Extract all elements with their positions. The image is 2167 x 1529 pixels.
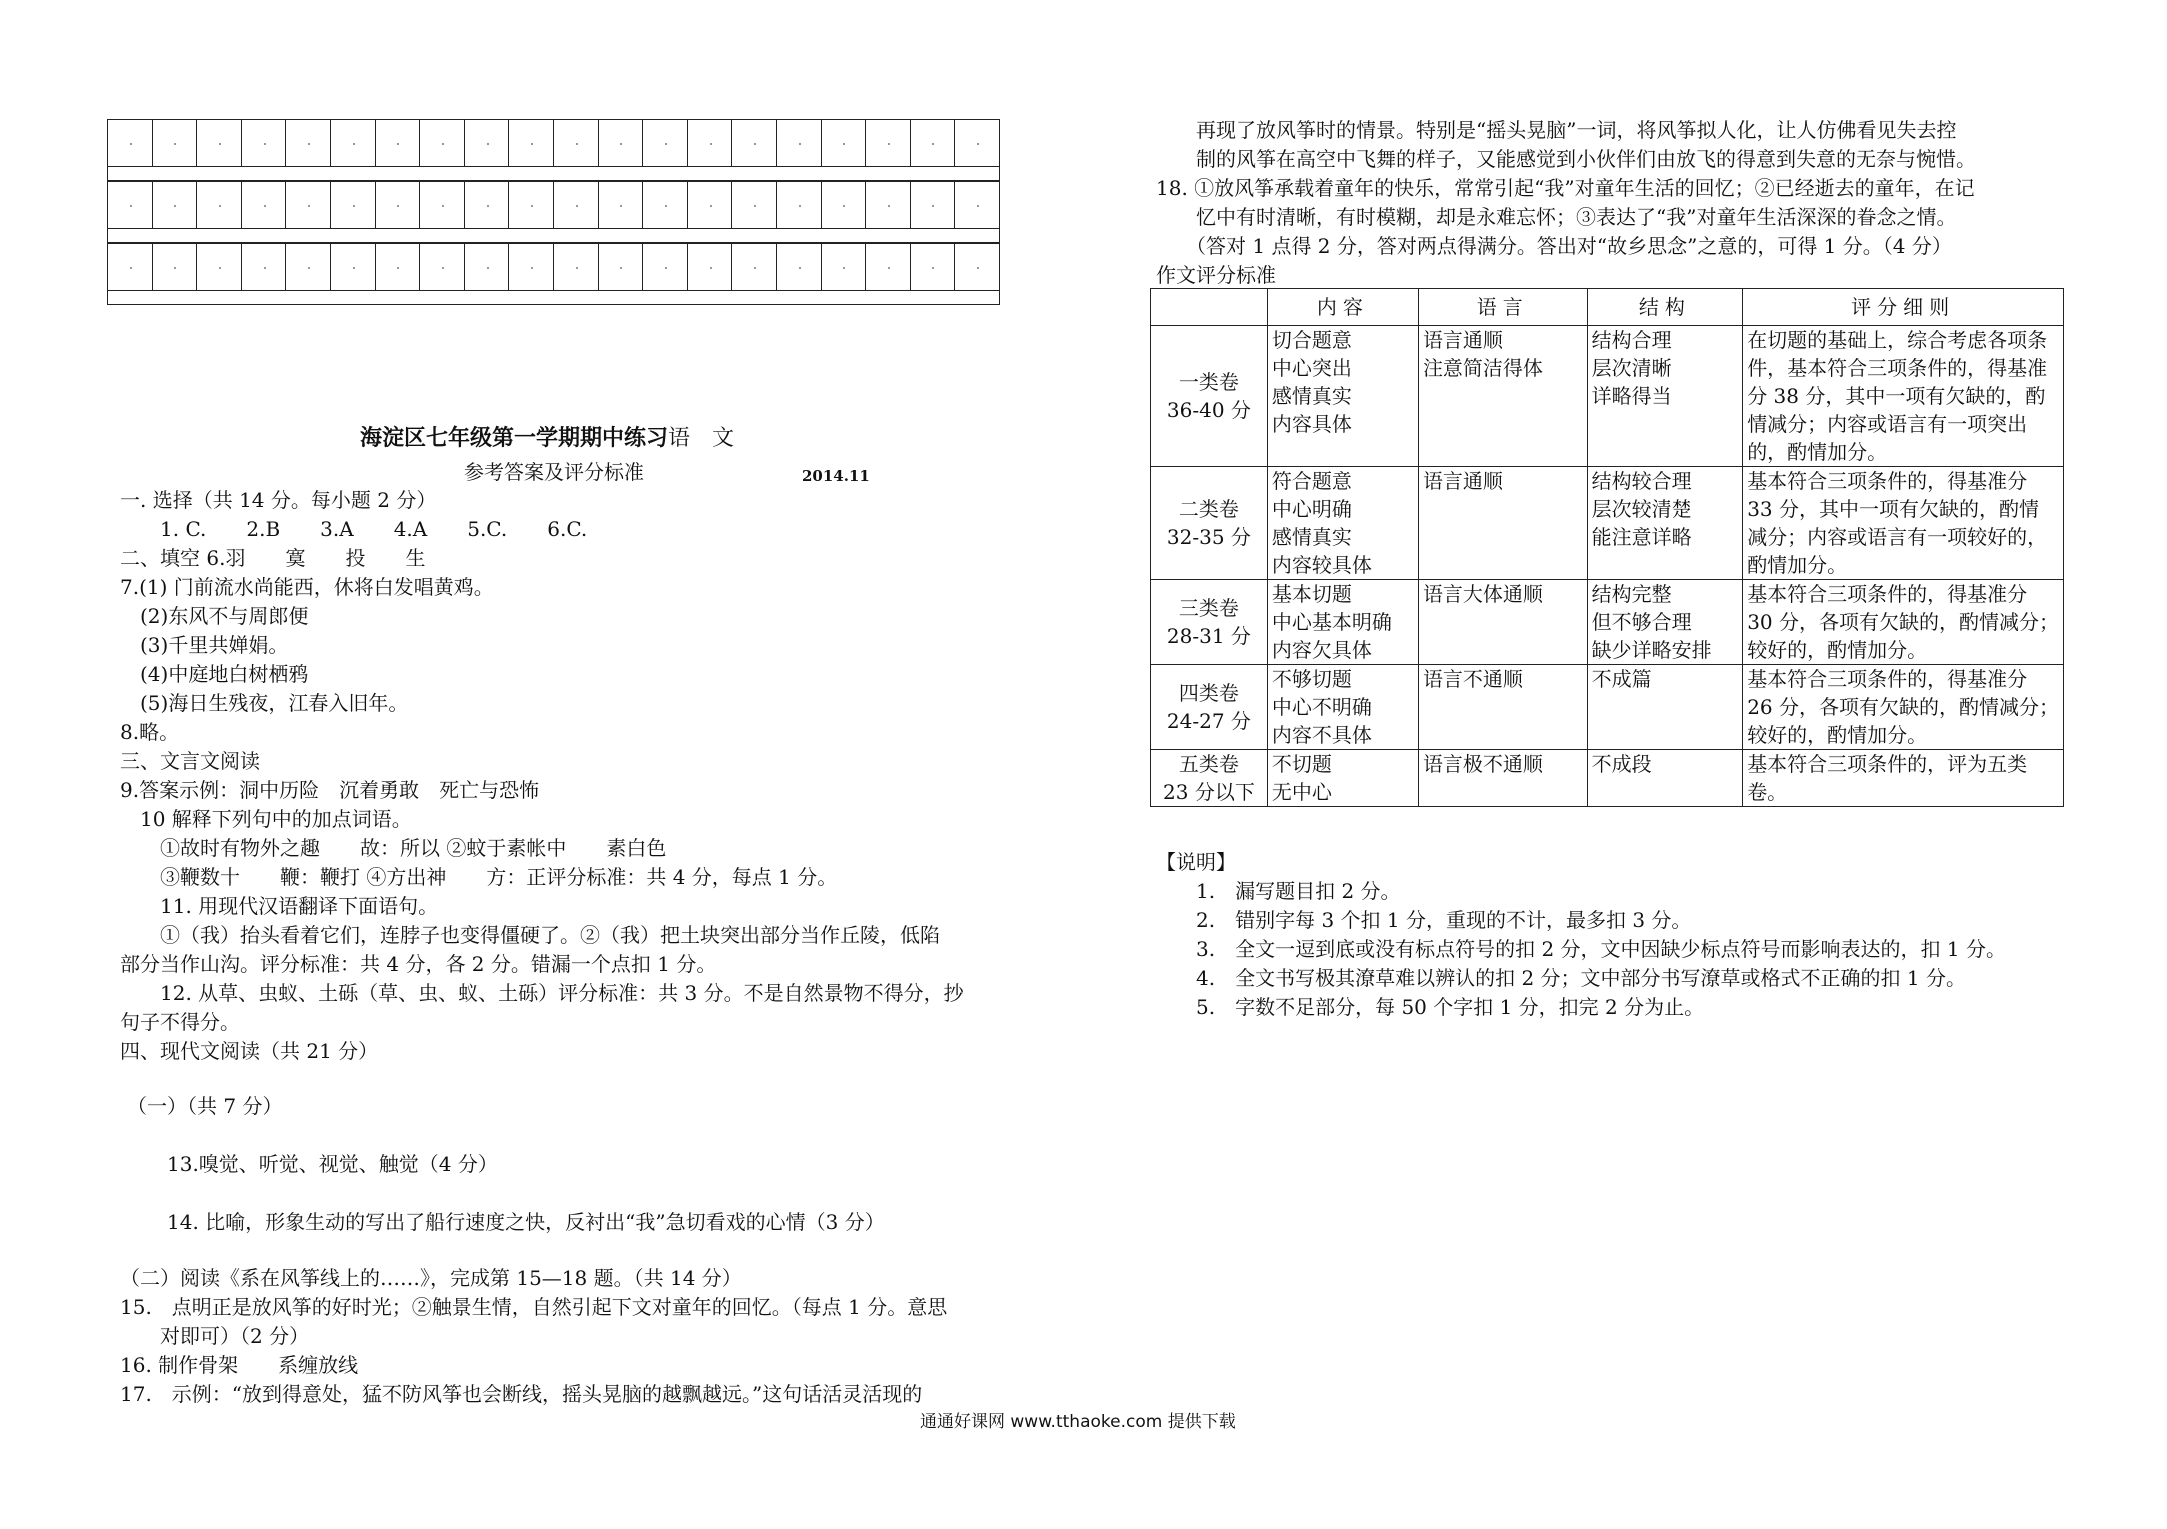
grid-cell[interactable] [331,182,376,228]
grid-cell[interactable] [376,182,421,228]
grid-cell[interactable] [643,182,688,228]
answer-line: 句子不得分。 [120,1010,240,1034]
rubric-cell-line: 结构完整 [1591,582,1672,606]
rubric-header-detail: 评分细则 [1743,289,2064,326]
rubric-cell-line: 中心不明确 [1271,695,1372,719]
note-item: 4. 全文书写极其潦草难以辨认的扣 2 分；文中部分书写潦草或格式不正确的扣 1 分。 [1156,966,1966,990]
rubric-cell-detail [1743,326,2064,467]
rubric-cell-language [1418,580,1587,665]
grid-cell[interactable] [822,244,867,290]
answer-line: 对即可）（2 分） [120,1324,310,1348]
grid-cell[interactable] [465,120,510,166]
rubric-cell-line: 不够切题 [1271,667,1352,691]
rubric-cell-line: 酌情加分。 [1747,553,1848,577]
rubric-cell-line: 二类卷 [1178,497,1239,521]
rubric-cell-line: 中心突出 [1271,356,1352,380]
grid-cell[interactable] [599,182,644,228]
rubric-cell-line: 基本符合三项条件的，得基准分 [1747,667,2028,691]
rubric-cell-line: 内容欠具体 [1271,638,1372,662]
rubric-header-content: 内容 [1267,289,1418,326]
note-item: 3. 全文一逗到底或没有标点符号的扣 2 分，文中因缺少标点符号而影响表达的，扣 1 分。 [1156,937,2006,961]
rubric-cell-line: 符合题意 [1271,469,1352,493]
footer-credit: 通通好课网 www.tthaoke.com 提供下载 [920,1412,1236,1432]
grid-cell[interactable] [376,120,421,166]
answer-line: 忆中有时清晰，有时模糊，却是永难忘怀；③表达了“我”对童年生活深深的眷念之情。 [1156,205,1957,229]
answer-line: 三、文言文阅读 [120,749,260,773]
answer-line: 制的风筝在高空中飞舞的样子，又能感觉到小伙伴们由放飞的得意到失意的无奈与惋惜。 [1156,147,1976,171]
answer-line: 一. 选择（共 14 分。每小题 2 分） [120,488,437,512]
rubric-cell-line: 五类卷 [1178,752,1239,776]
rubric-cell-line: 较好的，酌情加分。 [1747,638,1928,662]
grid-cell[interactable] [732,244,777,290]
grid-cell[interactable] [153,120,198,166]
rubric-cell-line: 28-31 分 [1166,624,1251,648]
page-subtitle: 参考答案及评分标准 [464,460,644,484]
grid-cell[interactable] [331,244,376,290]
rubric-cell-line: 感情真实 [1271,384,1352,408]
grid-cell[interactable] [866,120,911,166]
grid-cell[interactable] [688,182,733,228]
grid-cell[interactable] [465,182,510,228]
rubric-cell-content [1267,580,1418,665]
grid-cell[interactable] [777,182,822,228]
rubric-cell-line: 详略得当 [1591,384,1672,408]
answer-line: 10 解释下列句中的加点词语。 [120,807,412,831]
answer-line: 14. 比喻，形象生动的写出了船行速度之快，反衬出“我”急切看戏的心情（3 分） [127,1210,885,1234]
rubric-cell-language [1418,467,1587,580]
answer-line: 9.答案示例：洞中历险 沉着勇敢 死亡与恐怖 [120,778,540,802]
grid-cell[interactable] [153,244,198,290]
answer-line: ①故时有物外之趣 故：所以 ②蚊于素帐中 素白色 [120,836,667,860]
answer-line: (2)东风不与周郎便 [120,604,309,628]
rubric-cell-line: 语言不通顺 [1422,667,1523,691]
rubric-cell-line: 结构较合理 [1591,469,1692,493]
grid-cell[interactable] [688,120,733,166]
grid-cell[interactable] [911,120,956,166]
rubric-cell-line: 层次清晰 [1591,356,1672,380]
grid-row [107,119,1000,167]
grid-cell[interactable] [197,244,242,290]
rubric-row [1151,580,2064,665]
rubric-cell-grade [1151,665,1268,750]
rubric-cell-line: 内容不具体 [1271,723,1372,747]
rubric-cell-line: 注意简洁得体 [1422,356,1543,380]
rubric-row [1151,750,2064,807]
grid-cell[interactable] [554,182,599,228]
grid-cell[interactable] [509,182,554,228]
rubric-cell-line: 层次较清楚 [1591,497,1692,521]
grid-cell[interactable] [509,120,554,166]
answer-line: 部分当作山沟。评分标准：共 4 分，各 2 分。错漏一个点扣 1 分。 [120,952,717,976]
rubric-cell-line: 不成段 [1591,752,1652,776]
rubric-cell-structure [1587,580,1743,665]
grid-cell[interactable] [108,244,153,290]
grid-gap [107,229,1000,243]
rubric-cell-line: 基本符合三项条件的，得基准分 [1747,582,2028,606]
rubric-cell-structure [1587,467,1743,580]
rubric-cell-line: 内容具体 [1271,412,1352,436]
rubric-cell-line: 情减分；内容或语言有一项突出 [1747,412,2028,436]
left-answers-reading-2 [120,1264,1040,1409]
answer-line: （答对 1 点得 2 分，答对两点得满分。答出对“故乡思念”之意的，可得 1 分。（4 分） [1156,234,1952,258]
rubric-cell-line: 33 分，其中一项有欠缺的，酌情 [1747,497,2039,521]
grid-cell[interactable] [911,182,956,228]
answer-line: 作文评分标准 [1156,263,1276,287]
grid-cell[interactable] [242,120,287,166]
grid-cell[interactable] [643,244,688,290]
answer-line: 15. 点明正是放风筝的好时光；②触景生情，自然引起下文对童年的回忆。（每点 1 分。意思 [120,1295,948,1319]
rubric-cell-structure [1587,750,1743,807]
grid-cell[interactable] [955,120,999,166]
answer-line: 16. 制作骨架 系缠放线 [120,1353,359,1377]
rubric-cell-line: 基本符合三项条件的，得基准分 [1747,469,2028,493]
rubric-cell-line: 一类卷 [1178,370,1239,394]
grid-cell[interactable] [688,244,733,290]
rubric-cell-line: 三类卷 [1178,596,1239,620]
answer-line: 再现了放风筝时的情景。特别是“摇头晃脑”一词，将风筝拟人化，让人仿佛看见失去控 [1156,118,1957,142]
answer-line: ①（我）抬头看着它们，连脖子也变得僵硬了。②（我）把土块突出部分当作丘陵，低陷 [120,923,940,947]
answer-line: 四、现代文阅读（共 21 分） [120,1039,379,1063]
grid-cell[interactable] [866,182,911,228]
answer-line: (3)千里共婵娟。 [120,633,289,657]
rubric-cell-line: 件，基本符合三项条件的，得基准 [1747,356,2048,380]
rubric-cell-line: 中心明确 [1271,497,1352,521]
grid-gap [107,291,1000,305]
right-answers [1156,116,2086,290]
grid-cell[interactable] [866,244,911,290]
answer-line: （一）（共 7 分） [127,1094,283,1118]
rubric-cell-line: 24-27 分 [1166,709,1251,733]
grid-cell[interactable] [465,244,510,290]
grid-cell[interactable] [286,120,331,166]
answer-line: 17. 示例：“放到得意处，猛不防风筝也会断线，摇头晃脑的越飘越远。”这句话活灵活现的 [120,1382,923,1406]
answer-line: ③鞭数十 鞭：鞭打 ④方出神 方：正评分标准：共 4 分，每点 1 分。 [120,865,838,889]
note-item: 5. 字数不足部分，每 50 个字扣 1 分，扣完 2 分为止。 [1156,995,1705,1019]
rubric-cell-line: 23 分以下 [1163,780,1255,804]
rubric-cell-line: 分 38 分，其中一项有欠缺的，酌 [1747,384,2046,408]
grid-cell[interactable] [242,182,287,228]
rubric-cell-line: 基本符合三项条件的，评为五类 [1747,752,2028,776]
rubric-cell-detail [1743,750,2064,807]
grid-cell[interactable] [777,120,822,166]
rubric-cell-line: 在切题的基础上，综合考虑各项条 [1747,328,2048,352]
rubric-cell-line: 语言极不通顺 [1422,752,1543,776]
answer-line: 二、填空 6.羽 寞 投 生 [120,546,426,570]
note-item: 1. 漏写题目扣 2 分。 [1156,879,1401,903]
grid-cell[interactable] [955,244,999,290]
rubric-cell-detail [1743,580,2064,665]
rubric-cell-line: 缺少详略安排 [1591,638,1712,662]
rubric-cell-line: 的，酌情加分。 [1747,440,1888,464]
grid-cell[interactable] [554,120,599,166]
grid-cell[interactable] [286,182,331,228]
grid-cell[interactable] [420,244,465,290]
rubric-cell-line: 26 分，各项有欠缺的，酌情减分； [1747,695,2059,719]
grid-cell[interactable] [732,182,777,228]
rubric-row [1151,326,2064,467]
page-title: 海淀区七年级第一学期期中练习语 文 [360,425,735,451]
grid-cell[interactable] [732,120,777,166]
rubric-cell-content [1267,665,1418,750]
answer-line: 7.(1) 门前流水尚能西，休将白发唱黄鸡。 [120,575,494,599]
rubric-cell-line: 不成篇 [1591,667,1652,691]
rubric-cell-language [1418,326,1587,467]
rubric-cell-line: 语言通顺 [1422,469,1503,493]
rubric-cell-line: 但不够合理 [1591,610,1692,634]
answer-line: (5)海日生残夜，江春入旧年。 [120,691,409,715]
rubric-cell-line: 无中心 [1271,780,1332,804]
grid-cell[interactable] [197,182,242,228]
rubric-cell-line: 内容较具体 [1271,553,1372,577]
exam-date: 2014.11 [802,467,870,485]
left-answers [120,486,1020,1066]
answer-line: （二）阅读《系在风筝线上的……》，完成第 15—18 题。（共 14 分） [120,1266,742,1290]
grid-cell[interactable] [643,120,688,166]
grid-cell[interactable] [108,182,153,228]
rubric-cell-grade [1151,467,1268,580]
rubric-cell-grade [1151,580,1268,665]
grid-cell[interactable] [599,244,644,290]
rubric-cell-detail [1743,665,2064,750]
rubric-cell-structure [1587,665,1743,750]
rubric-cell-detail [1743,467,2064,580]
grid-cell[interactable] [286,244,331,290]
notes-title: 【说明】 [1156,850,1236,874]
rubric-cell-line: 不切题 [1271,752,1332,776]
grid-cell[interactable] [911,244,956,290]
rubric-header-row [1151,289,2064,326]
note-item: 2. 错别字每 3 个扣 1 分，重现的不计，最多扣 3 分。 [1156,908,1692,932]
grid-cell[interactable] [509,244,554,290]
rubric-cell-content [1267,326,1418,467]
grid-cell[interactable] [420,182,465,228]
rubric-cell-line: 36-40 分 [1166,398,1251,422]
rubric-cell-line: 卷。 [1747,780,1788,804]
grid-cell[interactable] [242,244,287,290]
grid-cell[interactable] [955,182,999,228]
grid-row [107,181,1000,229]
rubric-cell-structure [1587,326,1743,467]
rubric-row [1151,665,2064,750]
rubric-cell-line: 32-35 分 [1166,525,1251,549]
grid-cell[interactable] [822,120,867,166]
rubric-cell-line: 感情真实 [1271,525,1352,549]
grid-cell[interactable] [822,182,867,228]
grid-cell[interactable] [376,244,421,290]
rubric-row [1151,467,2064,580]
grid-cell[interactable] [554,244,599,290]
rubric-cell-line: 语言通顺 [1422,328,1503,352]
rubric-header-structure: 结构 [1587,289,1743,326]
rubric-cell-line: 中心基本明确 [1271,610,1392,634]
grid-cell[interactable] [420,120,465,166]
rubric-cell-grade [1151,750,1268,807]
grid-cell[interactable] [108,120,153,166]
notes-section [1156,848,2086,1022]
rubric-cell-content [1267,467,1418,580]
rubric-cell-line: 能注意详略 [1591,525,1692,549]
rubric-cell-line: 语言大体通顺 [1422,582,1543,606]
grid-cell[interactable] [331,120,376,166]
grid-gap [107,167,1000,181]
rubric-cell-grade [1151,326,1268,467]
rubric-cell-line: 结构合理 [1591,328,1672,352]
grid-row [107,243,1000,291]
rubric-cell-language [1418,750,1587,807]
rubric-cell-line: 切合题意 [1271,328,1352,352]
grid-cell[interactable] [153,182,198,228]
rubric-header-grade [1151,289,1268,326]
rubric-cell-content [1267,750,1418,807]
rubric-header-language: 语言 [1418,289,1587,326]
rubric-cell-language [1418,665,1587,750]
answer-line: 13.嗅觉、听觉、视觉、触觉（4 分） [127,1152,498,1176]
answer-line: 8.略。 [120,720,180,744]
grid-cell[interactable] [599,120,644,166]
rubric-cell-line: 30 分，各项有欠缺的，酌情减分； [1747,610,2059,634]
answer-line: 18. ①放风筝承载着童年的快乐，常常引起“我”对童年生活的回忆；②已经逝去的童年，在记 [1156,176,1975,200]
rubric-cell-line: 基本切题 [1271,582,1352,606]
left-answers-reading-1 [127,1092,1027,1266]
answer-line: (4)中庭地白树栖鸦 [120,662,309,686]
rubric-cell-line: 四类卷 [1178,681,1239,705]
rubric-cell-line: 较好的，酌情加分。 [1747,723,1928,747]
answer-line: 12. 从草、虫蚁、土砾（草、虫、蚁、土砾）评分标准：共 3 分。不是自然景物不得分，抄 [120,981,964,1005]
grid-cell[interactable] [777,244,822,290]
essay-rubric-table [1150,288,2064,807]
answer-line: 11. 用现代汉语翻译下面语句。 [120,894,439,918]
grid-cell[interactable] [197,120,242,166]
answer-line: 1. C. 2.B 3.A 4.A 5.C. 6.C. [120,517,588,541]
writing-grid [107,119,1000,305]
rubric-cell-line: 减分；内容或语言有一项较好的， [1747,525,2048,549]
